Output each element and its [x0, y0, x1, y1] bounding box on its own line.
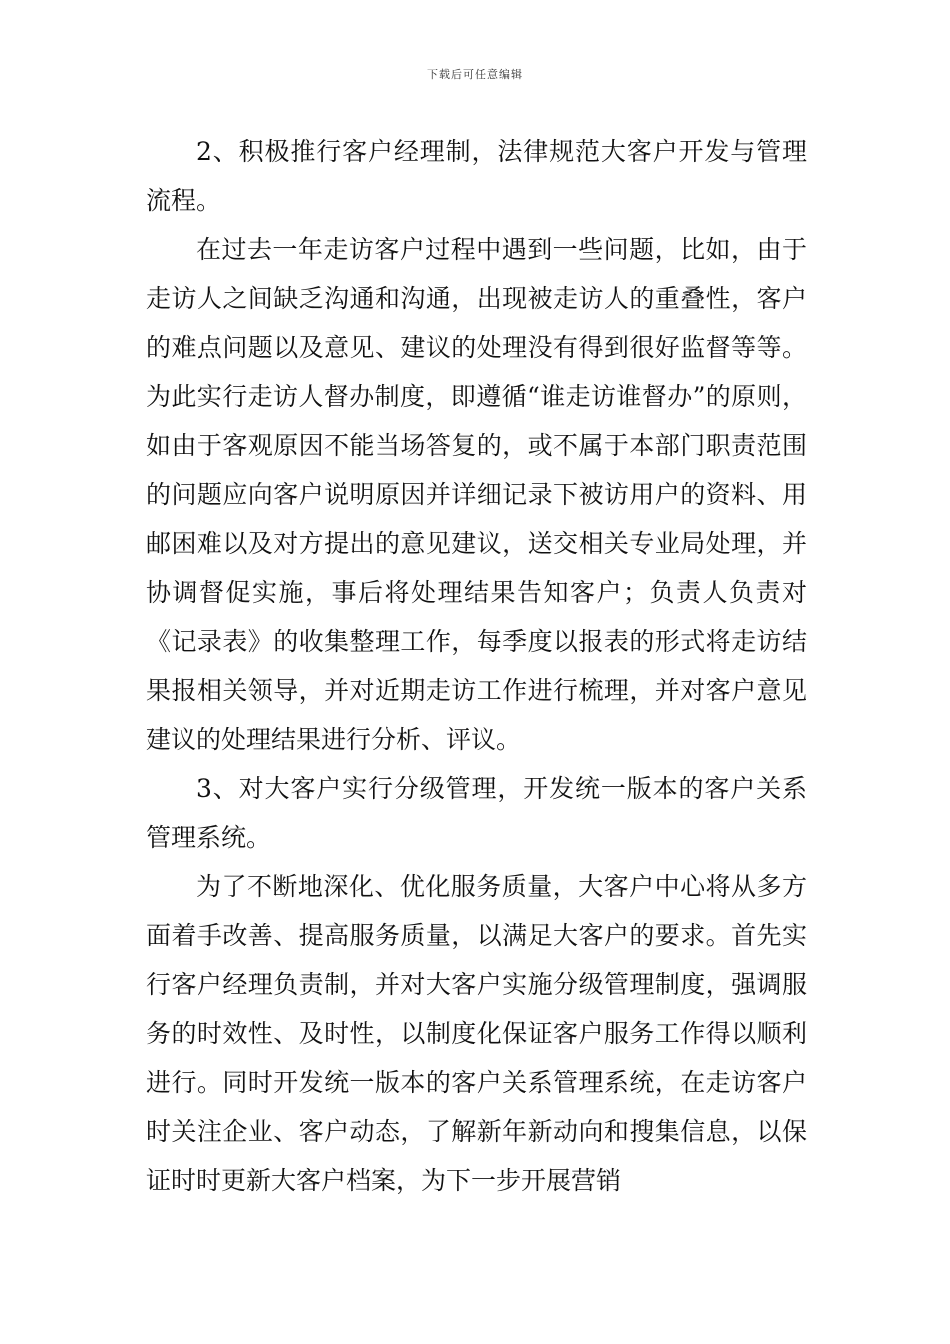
header-note: 下载后可任意编辑: [427, 68, 523, 81]
document-body: [146, 127, 807, 1205]
paragraph-section-2-heading: 2、积极推行客户经理制，法律规范大客户开发与管理流程。: [146, 137, 807, 215]
paragraph-service-quality: 为了不断地深化、优化服务质量，大客户中心将从多方面着手改善、提高服务质量，以满足大客户的要求。首先实行客户经理负责制，并对大客户实施分级管理制度，强调服务的时效性、及时性，以制度化保证客户服务工作得以顺利进行。同时开发统一版本的客户关系管理系统，在走访客户时关注企业、客户动态，了解新年新动向和搜集信息，以保证时时更新大客户档案，为下一步开展营销: [146, 872, 807, 1195]
paragraph-section-3-heading: 3、对大客户实行分级管理，开发统一版本的客户关系管理系统。: [146, 774, 807, 852]
paragraph-visit-supervision: 在过去一年走访客户过程中遇到一些问题，比如，由于走访人之间缺乏沟通和沟通，出现被走访人的重叠性，客户的难点问题以及意见、建议的处理没有得到很好监督等等。为此实行走访人督办制度，即遵循“谁走访谁督办”的原则，如由于客观原因不能当场答复的，或不属于本部门职责范围的问题应向客户说明原因并详细记录下被访用户的资料、用邮困难以及对方提出的意见建议，送交相关专业局处理，并协调督促实施，事后将处理结果告知客户；负责人负责对《记录表》的收集整理工作，每季度以报表的形式将走访结果报相关领导，并对近期走访工作进行梳理，并对客户意见建议的处理结果进行分析、评议。: [146, 235, 807, 754]
